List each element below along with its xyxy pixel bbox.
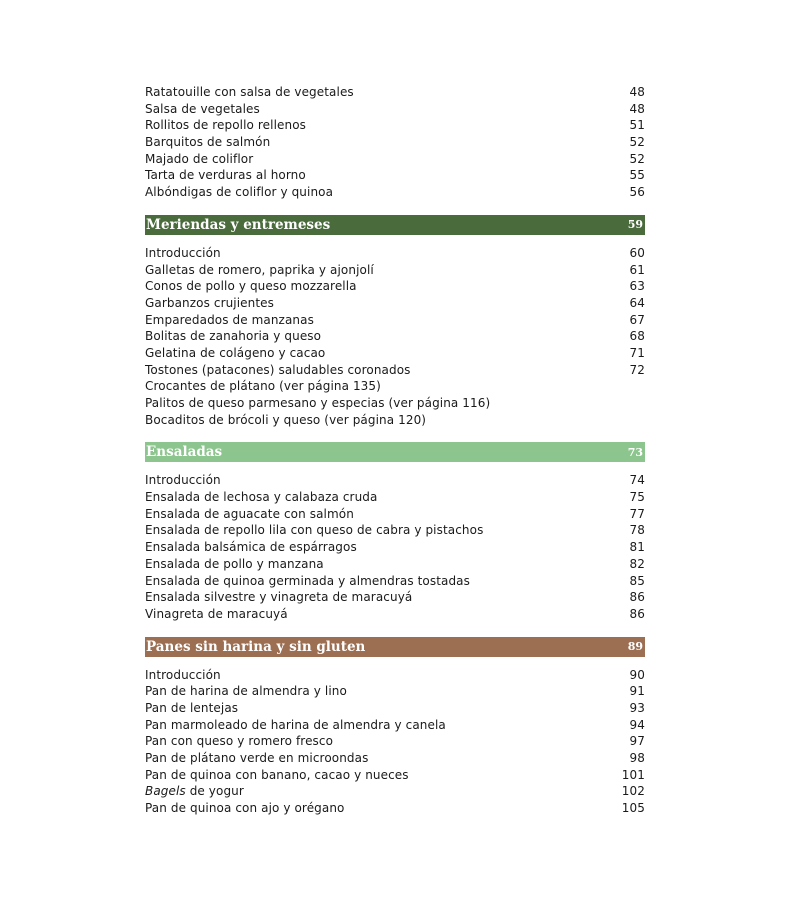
entry-page-number: 82 [629, 556, 645, 571]
toc-entry[interactable] [145, 295, 645, 312]
toc-entry[interactable] [145, 522, 645, 539]
toc-section [145, 442, 645, 622]
entry-title: Galletas de romero, paprika y ajonjolí [145, 262, 374, 277]
entry-title: Pan de quinoa con banano, cacao y nueces [145, 767, 409, 782]
entry-page-number: 67 [629, 312, 645, 327]
toc-section [145, 637, 645, 817]
section-header[interactable] [145, 215, 645, 235]
entry-page-number: 97 [629, 734, 645, 749]
toc-entry[interactable] [145, 472, 645, 489]
entry-page-number: 52 [629, 135, 645, 150]
entry-title: Pan marmoleado de harina de almendra y canela [145, 717, 446, 732]
entry-title: Ratatouille con salsa de vegetales [145, 85, 354, 99]
toc-entry[interactable] [145, 700, 645, 717]
toc-entry[interactable] [145, 733, 645, 750]
entry-page-number: 51 [629, 118, 645, 133]
entry-page-number: 101 [621, 767, 645, 782]
entry-title: Bocaditos de brócoli y queso (ver página 120) [145, 412, 427, 427]
entry-title: Ensalada de lechosa y calabaza cruda [145, 490, 378, 505]
entry-page-number: 93 [629, 700, 645, 715]
toc-entry[interactable] [145, 151, 645, 168]
entry-title: Ensalada de pollo y manzana [145, 556, 324, 571]
toc-section [145, 215, 645, 429]
entry-page-number: 48 [629, 85, 645, 99]
entry-page-number: 48 [629, 101, 645, 116]
entry-title: Majado de coliflor [145, 151, 254, 166]
entry-page-number: 56 [629, 185, 645, 200]
toc-entry[interactable] [145, 134, 645, 151]
entry-title: Pan con queso y romero fresco [145, 734, 334, 749]
entry-page-number: 74 [629, 473, 645, 488]
entry-page-number: 90 [629, 667, 645, 682]
toc-entry[interactable] [145, 345, 645, 362]
entry-page-number: 81 [629, 540, 645, 555]
entry-page-number: 102 [621, 784, 645, 799]
toc-entry[interactable] [145, 167, 645, 184]
toc-entry[interactable] [145, 412, 645, 429]
toc-entry[interactable] [145, 328, 645, 345]
entry-page-number: 64 [629, 295, 645, 310]
entry-title: Tarta de verduras al horno [145, 168, 306, 183]
section-header[interactable] [145, 637, 645, 657]
entry-page-number: 94 [629, 717, 645, 732]
entry-title: Rollitos de repollo rellenos [145, 118, 307, 133]
entry-title: Pan de plátano verde en microondas [145, 751, 369, 765]
toc-entry[interactable] [145, 606, 645, 623]
entry-page-number: 52 [629, 151, 645, 166]
entry-title: Barquitos de salmón [145, 135, 271, 150]
toc-entry[interactable] [145, 278, 645, 295]
entry-title: Pan de quinoa con ajo y orégano [145, 801, 345, 816]
toc-entry[interactable] [145, 750, 645, 767]
section-page-number: 89 [627, 640, 643, 654]
entry-title: Ensalada de aguacate con salmón [145, 506, 354, 521]
entry-title-italic: Bagels [145, 784, 186, 799]
section-title: Meriendas y entremeses [146, 216, 331, 233]
entry-title: Pan de lentejas [145, 700, 239, 715]
section-title: Panes sin harina y sin gluten [146, 638, 366, 655]
entry-title: Ensalada de quinoa germinada y almendras tostadas [145, 573, 470, 588]
toc-entry[interactable] [145, 184, 645, 201]
toc-entry[interactable] [145, 556, 645, 573]
entry-title-rest: de yogur [185, 784, 244, 799]
entry-list [145, 84, 645, 201]
toc-entry[interactable] [145, 506, 645, 523]
toc-entry[interactable] [145, 245, 645, 262]
toc-entry[interactable] [145, 800, 645, 817]
toc-entry[interactable] [145, 667, 645, 684]
entry-title: Bolitas de zanahoria y queso [145, 329, 322, 344]
entry-list [145, 472, 645, 622]
toc-entry[interactable] [145, 262, 645, 279]
toc-entry[interactable] [145, 395, 645, 412]
toc-entry[interactable] [145, 101, 645, 118]
toc-entry[interactable] [145, 683, 645, 700]
entry-title: Ensalada silvestre y vinagreta de maracuyá [145, 590, 413, 605]
entry-title: Introducción [145, 245, 221, 260]
entry-title: Conos de pollo y queso mozzarella [145, 279, 357, 294]
entry-page-number: 86 [629, 606, 645, 621]
entry-page-number: 71 [629, 345, 645, 360]
toc-entry[interactable] [145, 783, 645, 800]
entry-list [145, 667, 645, 817]
entry-title: Introducción [145, 473, 221, 488]
toc-entry[interactable] [145, 589, 645, 606]
table-of-contents [145, 84, 645, 817]
entry-title [145, 783, 244, 800]
toc-entry[interactable] [145, 378, 645, 395]
entry-page-number: 86 [629, 590, 645, 605]
entry-title: Palitos de queso parmesano y especias (ver página 116) [145, 396, 491, 410]
entry-page-number: 63 [629, 279, 645, 294]
entry-title: Crocantes de plátano (ver página 135) [145, 379, 381, 394]
entry-title: Albóndigas de coliflor y quinoa [145, 185, 334, 200]
entry-title: Ensalada balsámica de espárragos [145, 540, 357, 555]
entry-title: Emparedados de manzanas [145, 312, 314, 327]
entry-page-number: 98 [629, 751, 645, 765]
entry-page-number: 55 [629, 168, 645, 183]
toc-entry[interactable] [145, 767, 645, 784]
entry-list [145, 245, 645, 429]
toc-entry[interactable] [145, 362, 645, 379]
section-title: Ensaladas [146, 444, 223, 461]
section-page-number: 59 [627, 218, 643, 232]
toc-entry[interactable] [145, 117, 645, 134]
toc-entry[interactable] [145, 489, 645, 506]
entry-title: Tostones (patacones) saludables coronados [145, 362, 411, 377]
entry-page-number: 85 [629, 573, 645, 588]
section-header[interactable] [145, 442, 645, 462]
entry-title: Introducción [145, 667, 221, 682]
entry-title: Salsa de vegetales [145, 101, 260, 116]
entry-title: Gelatina de colágeno y cacao [145, 345, 326, 360]
toc-entry[interactable] [145, 717, 645, 734]
entry-title: Pan de harina de almendra y lino [145, 684, 347, 699]
entry-title: Garbanzos crujientes [145, 295, 275, 310]
entry-page-number: 75 [629, 490, 645, 505]
entry-title: Ensalada de repollo lila con queso de cabra y pistachos [145, 523, 484, 538]
entry-page-number: 78 [629, 523, 645, 538]
entry-title: Vinagreta de maracuyá [145, 606, 288, 621]
toc-entry[interactable] [145, 539, 645, 556]
entry-page-number: 72 [629, 362, 645, 377]
toc-section [145, 84, 645, 201]
toc-entry[interactable] [145, 312, 645, 329]
toc-entry[interactable] [145, 573, 645, 590]
entry-page-number: 68 [629, 329, 645, 344]
section-page-number: 73 [627, 445, 643, 459]
entry-page-number: 91 [629, 684, 645, 699]
entry-page-number: 60 [629, 245, 645, 260]
entry-page-number: 105 [621, 801, 645, 816]
entry-page-number: 61 [629, 262, 645, 277]
toc-entry[interactable] [145, 84, 645, 101]
entry-page-number: 77 [629, 506, 645, 521]
